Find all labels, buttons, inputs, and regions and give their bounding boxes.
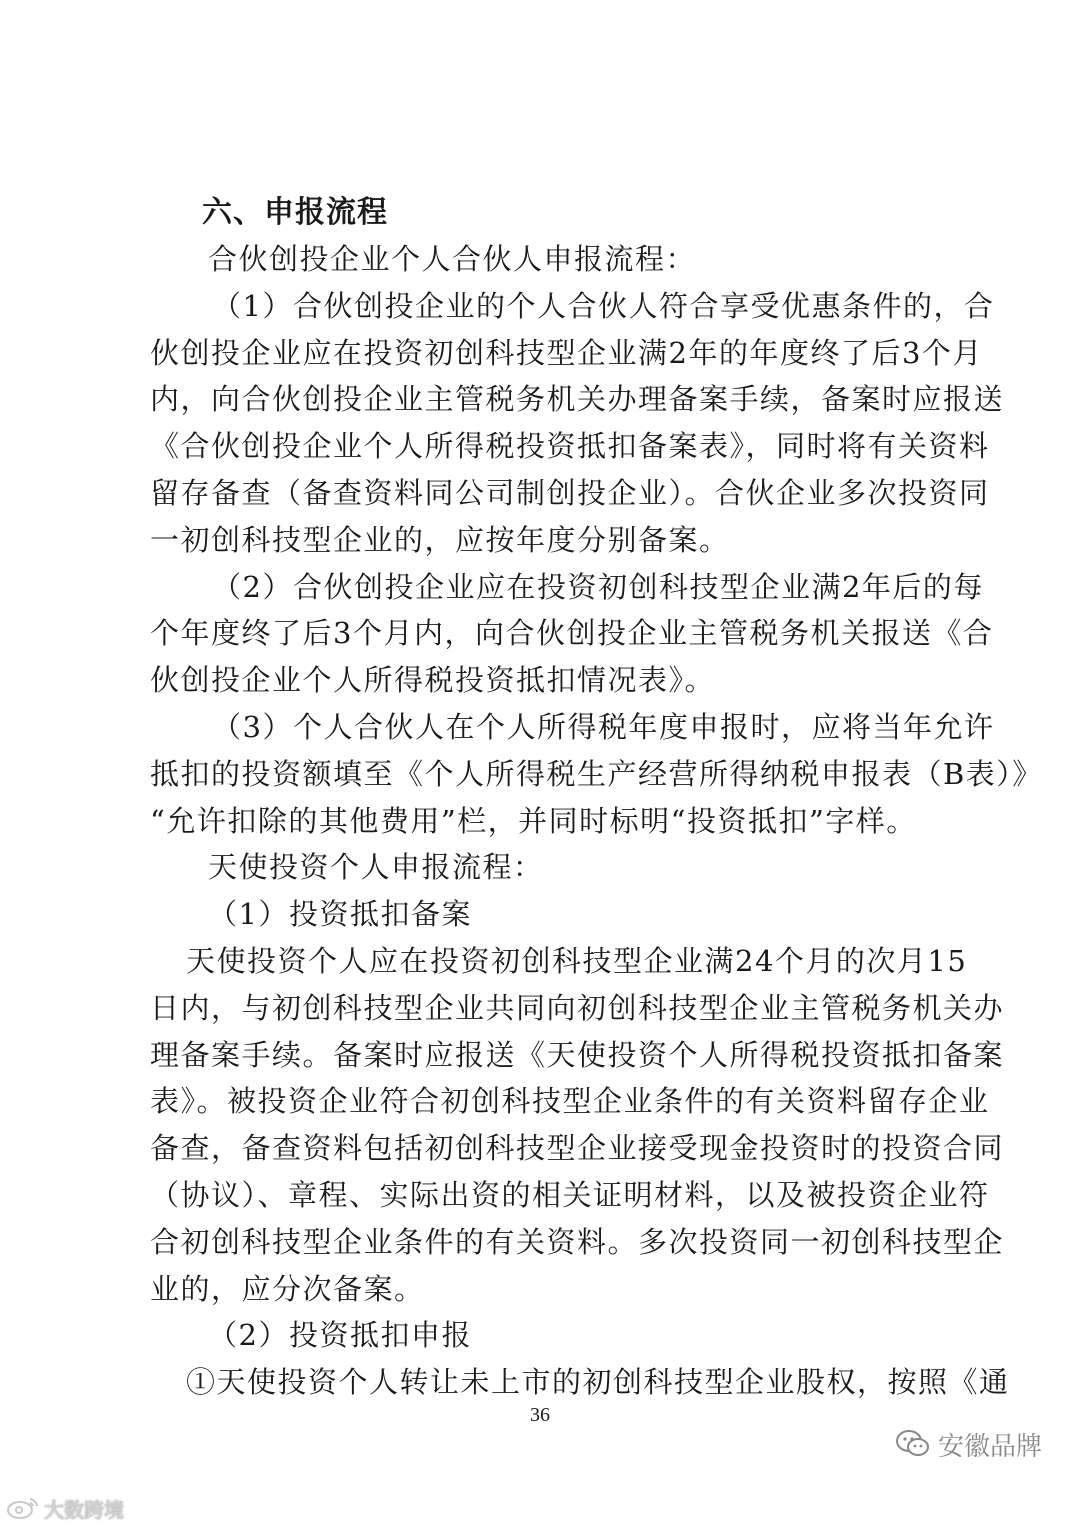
text-line: 个年度终了后3个月内，向合伙创投企业主管税务机关报送《合	[150, 616, 994, 651]
text-line: 一初创科技型企业的，应按年度分别备案。	[150, 522, 730, 557]
text-line: “允许扣除的其他费用”栏，并同时标明“投资抵扣”字样。	[150, 803, 917, 838]
text-line: 内，向合伙创投企业主管税务机关办理备案手续，备案时应报送	[150, 382, 1005, 417]
text-line: （协议）、章程、实际出资的相关证明材料，以及被投资企业符	[150, 1177, 990, 1212]
text-line: 留存备查（备查资料同公司制创投企业）。合伙企业多次投资同	[150, 475, 990, 510]
text-line: （3）个人合伙人在个人所得税年度申报时，应将当年允许	[212, 709, 995, 744]
text-line: 备查，备查资料包括初创科技型企业接受现金投资时的投资合同	[150, 1131, 1005, 1166]
text-line: 伙创投企业个人所得税投资抵扣情况表》。	[150, 663, 716, 698]
watermark-left	[6, 1493, 124, 1523]
text-line: ①天使投资个人转让未上市的初创科技型企业股权，按照《通	[186, 1365, 1010, 1400]
wechat-icon	[896, 1429, 930, 1459]
text-line: 天使投资个人申报流程：	[208, 850, 544, 885]
page-number: 36	[530, 1404, 550, 1426]
text-line: 表》。被投资企业符合初创科技型企业条件的有关资料留存企业	[150, 1084, 990, 1119]
text-line: 业的，应分次备案。	[150, 1271, 425, 1306]
text-line: 抵扣的投资额填至《个人所得税生产经营所得纳税申报表（B表）》	[150, 756, 1043, 791]
text-line: 天使投资个人应在投资初创科技型企业满24个月的次月15	[186, 943, 968, 978]
text-line: 伙创投企业应在投资初创科技型企业满2年的年度终了后3个月	[150, 335, 983, 370]
document-body	[150, 190, 1043, 1406]
text-line: （1）合伙创投企业的个人合伙人符合享受优惠条件的，合	[212, 288, 995, 323]
text-line: 理备案手续。备案时应报送《天使投资个人所得税投资抵扣备案	[150, 1037, 1005, 1072]
text-line: 合初创科技型企业条件的有关资料。多次投资同一初创科技型企	[150, 1224, 1005, 1259]
paragraph-block	[150, 236, 1043, 1406]
text-line: 《合伙创投企业个人所得税投资抵扣备案表》，同时将有关资料	[150, 429, 990, 464]
text-line: （2）投资抵扣申报	[208, 1318, 472, 1353]
section-heading: 六、申报流程	[202, 195, 388, 230]
text-line: 日内，与初创科技型企业共同向初创科技型企业主管税务机关办	[150, 990, 1005, 1025]
text-line: （1）投资抵扣备案	[208, 897, 472, 932]
text-line: 合伙创投企业个人合伙人申报流程：	[208, 242, 697, 276]
weibo-icon	[6, 1495, 40, 1521]
watermark-left-text: 大数跨境	[44, 1497, 124, 1522]
text-line: （2）合伙创投企业应在投资初创科技型企业满2年后的每	[212, 569, 984, 604]
watermark-right	[896, 1424, 1042, 1464]
watermark-right-text: 安徽品牌	[937, 1431, 1042, 1462]
